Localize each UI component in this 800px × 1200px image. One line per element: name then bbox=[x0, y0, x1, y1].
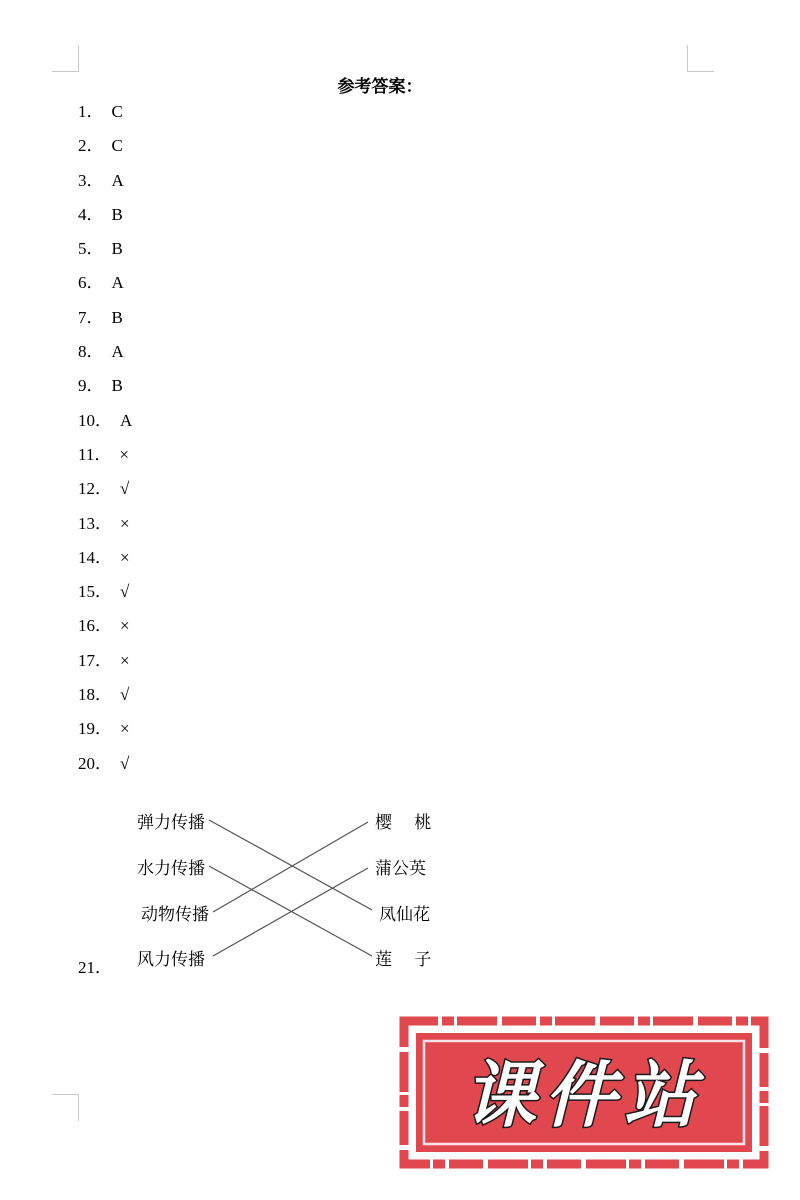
answer-value: √ bbox=[120, 479, 130, 499]
right-label-cherry: 樱 桃 bbox=[375, 813, 432, 833]
stamp-text: 课件站 bbox=[463, 1053, 705, 1137]
answer-value: A bbox=[111, 342, 124, 362]
answer-value: × bbox=[120, 719, 130, 739]
right-label-lotus-seed: 莲 子 bbox=[375, 950, 432, 970]
answer-number: 3． bbox=[78, 170, 104, 190]
answer-value: × bbox=[120, 513, 130, 533]
answer-value: B bbox=[111, 376, 123, 396]
answer-number: 1． bbox=[78, 102, 104, 121]
right-label-balsam: 凤仙花 bbox=[379, 905, 430, 925]
answer-value: A bbox=[111, 273, 124, 293]
answer-number: 20． bbox=[78, 753, 112, 773]
answer-value: C bbox=[111, 102, 123, 121]
answer-number: 10． bbox=[78, 410, 112, 430]
left-label-animal: 动物传播 bbox=[141, 905, 209, 925]
answer-number: 18． bbox=[78, 685, 112, 705]
answer-number: 17． bbox=[78, 650, 112, 670]
answer-value: C bbox=[111, 136, 123, 156]
answer-number: 2． bbox=[78, 136, 104, 156]
page-title: 参考答案： bbox=[337, 77, 423, 97]
answer-value: × bbox=[120, 547, 130, 567]
left-label-elastic: 弹力传播 bbox=[137, 813, 205, 833]
answer-value: × bbox=[119, 444, 129, 464]
answer-value: √ bbox=[120, 582, 130, 602]
right-label-dandelion: 蒲公英 bbox=[375, 859, 426, 879]
answer-value: B bbox=[111, 239, 123, 259]
answer-number: 9． bbox=[78, 376, 104, 396]
left-label-water: 水力传播 bbox=[137, 859, 205, 879]
answer-number: 15． bbox=[78, 582, 112, 602]
answer-value: A bbox=[111, 170, 124, 190]
answer-number: 6． bbox=[78, 273, 104, 293]
answer-number: 12． bbox=[78, 479, 112, 499]
watermark-stamp bbox=[398, 1015, 770, 1170]
answer-number: 19． bbox=[78, 719, 112, 739]
left-label-wind: 风力传播 bbox=[137, 950, 205, 970]
answer-value: B bbox=[111, 204, 123, 224]
answer-number: 13． bbox=[78, 513, 112, 533]
answer-value: A bbox=[120, 410, 133, 430]
answer-number: 5． bbox=[78, 239, 104, 259]
answer-value: × bbox=[120, 616, 130, 636]
answer-value: √ bbox=[120, 753, 130, 773]
answer-number: 4． bbox=[78, 204, 104, 224]
question-21-number: 21． bbox=[78, 958, 112, 977]
answer-value: √ bbox=[120, 685, 130, 705]
answer-number: 14． bbox=[78, 547, 112, 567]
answer-number: 8． bbox=[78, 342, 104, 362]
answer-number: 16． bbox=[78, 616, 112, 636]
answer-value: B bbox=[111, 307, 123, 327]
answer-value: × bbox=[120, 650, 130, 670]
answer-number: 7． bbox=[78, 307, 104, 327]
answer-number: 11． bbox=[78, 444, 112, 464]
